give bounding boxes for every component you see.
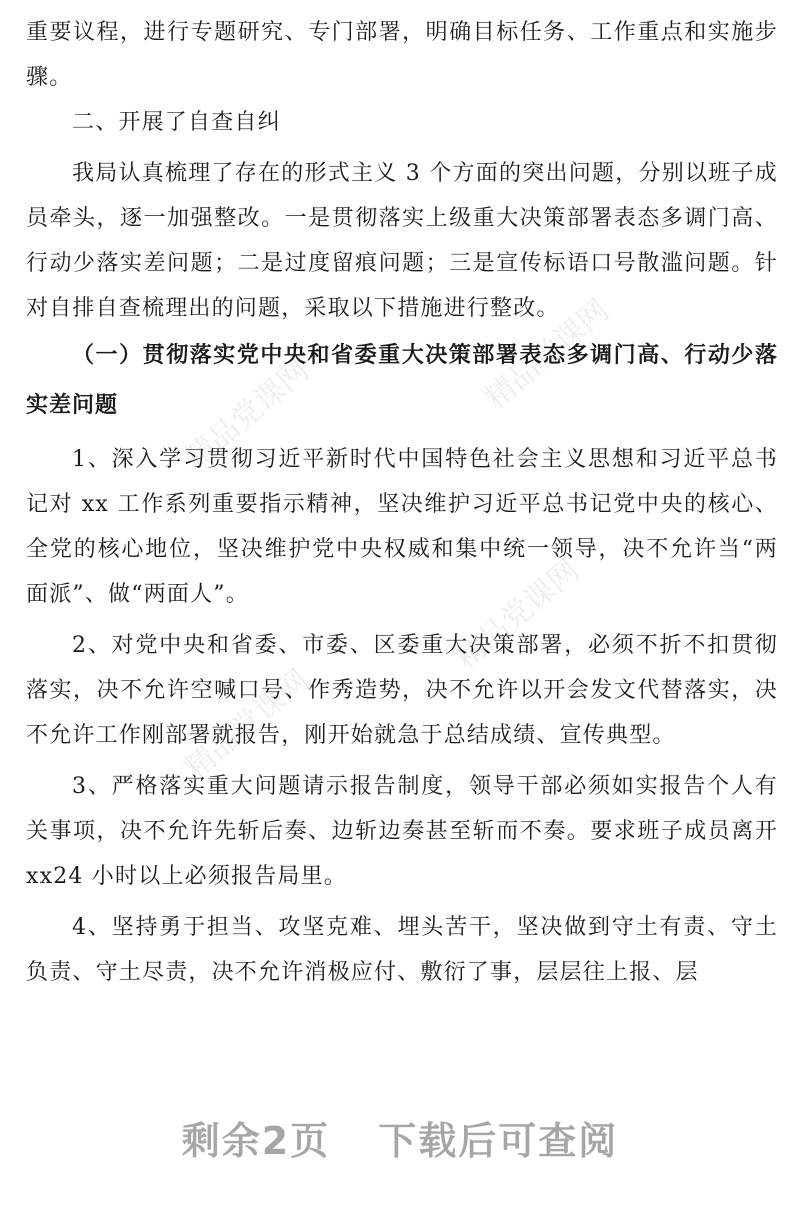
document-body	[26, 10, 778, 995]
paragraph: 我局认真梳理了存在的形式主义 3 个方面的突出问题，分别以班子成员牵头，逐一加强整改。一是贯彻落实上级重大决策部署表态多调门高、行动少落实差问题；二是过度留痕问题；三是宣传标语口号散滥问题。针对自排自查梳理出的问题，采取以下措施进行整改。	[26, 161, 778, 321]
paragraph: 1、深入学习贯彻习近平新时代中国特色社会主义思想和习近平总书记对 xx 工作系列重要指示精神，坚决维护习近平总书记党中央的核心、全党的核心地位，坚决维护党中央权威和集中统一领导，决不允许当“两面派”、做“两面人”。	[26, 447, 778, 607]
paragraph: 3、严格落实重大问题请示报告制度，领导干部必须如实报告个人有关事项，决不允许先斩后奏、边斩边奏甚至斩而不奏。要求班子成员离开 xx24 小时以上必须报告局里。	[26, 774, 778, 889]
subsection-heading: （一）贯彻落实党中央和省委重大决策部署表态多调门高、行动少落实差问题	[26, 343, 778, 418]
watermark: 精品党课网	[178, 353, 316, 477]
download-banner[interactable]	[0, 1110, 800, 1165]
watermark: 精品党课网	[448, 553, 586, 677]
paragraph-continued: 重要议程，进行专题研究、专门部署，明确目标任务、工作重点和实施步骤。	[26, 20, 778, 90]
watermark: 精品党课网	[478, 293, 616, 417]
download-hint-label: 下载后可查阅	[378, 1119, 619, 1163]
section-heading: 二、开展了自查自纠	[72, 110, 281, 135]
watermark: 精品党课网	[178, 663, 316, 787]
remaining-pages-label: 剩余2页	[181, 1119, 331, 1163]
paragraph: 4、坚持勇于担当、攻坚克难、埋头苦干，坚决做到守土有责、守土负责、守土尽责，决不允许消极应付、敷衍了事，层层往上报、层	[26, 915, 778, 985]
paragraph: 2、对党中央和省委、市委、区委重大决策部署，必须不折不扣贯彻落实，决不允许空喊口号、作秀造势，决不允许以开会发文代替落实，决不允许工作刚部署就报告，刚开始就急于总结成绩、宣传典型。	[26, 633, 778, 748]
